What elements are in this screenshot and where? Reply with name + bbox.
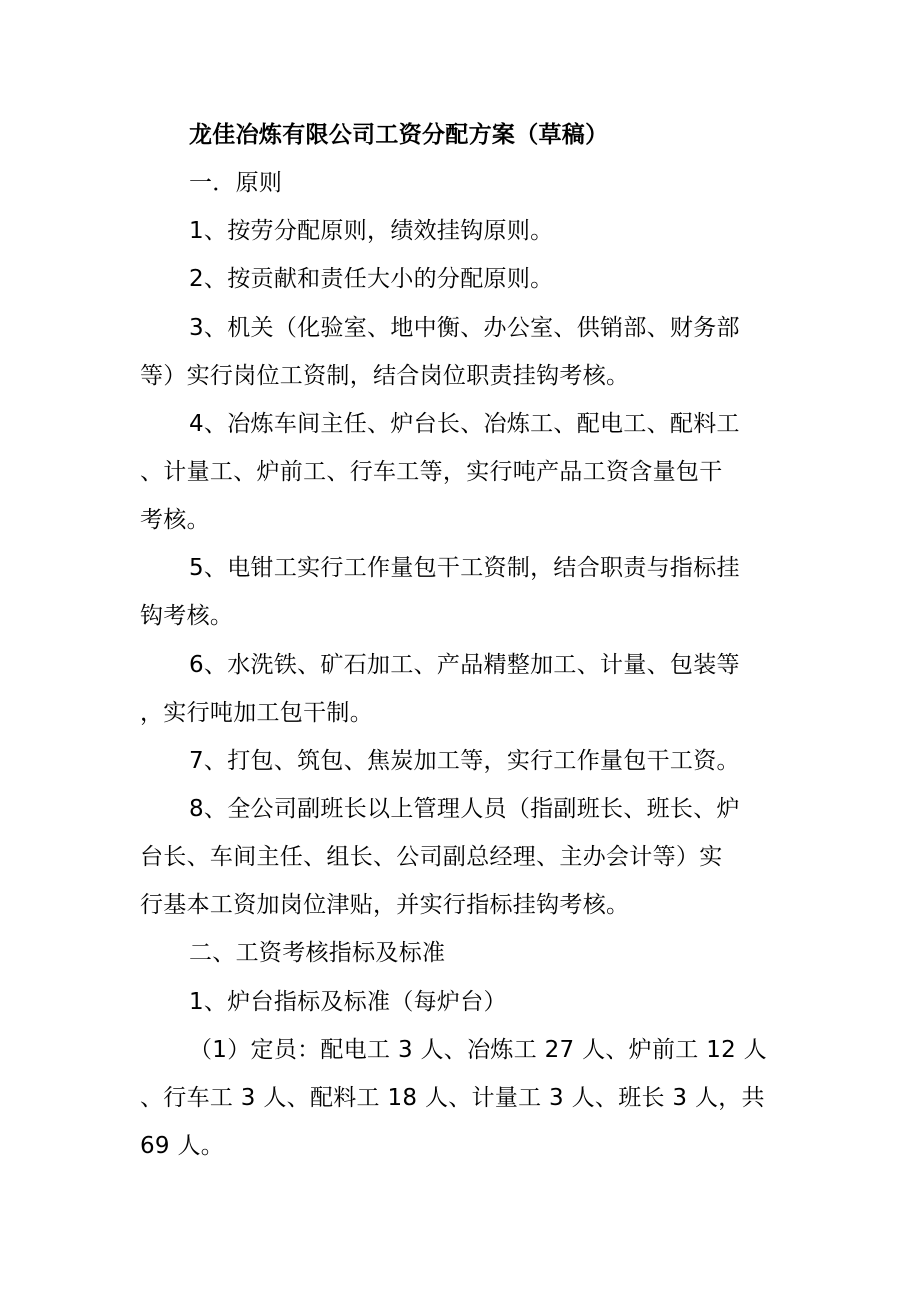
principle-item-5-line-2: 钩考核。 xyxy=(140,603,234,629)
principle-item-3-line-1: 3、机关（化验室、地中衡、办公室、供销部、财务部 xyxy=(189,315,740,341)
staffing-line-2: 、行车工 3 人、配料工 18 人、计量工 3 人、班长 3 人，共 xyxy=(140,1085,765,1111)
principle-item-4-line-3: 考核。 xyxy=(140,507,210,533)
principle-item-8-line-1: 8、全公司副班长以上管理人员（指副班长、班长、炉 xyxy=(189,796,740,822)
principle-item-1: 1、按劳分配原则，绩效挂钩原则。 xyxy=(189,218,554,244)
principle-item-8-line-3: 行基本工资加岗位津贴，并实行指标挂钩考核。 xyxy=(140,892,630,918)
principle-item-4-line-2: 、计量工、炉前工、行车工等，实行吨产品工资含量包干 xyxy=(140,459,723,485)
document-title: 龙佳冶炼有限公司工资分配方案（草稿） xyxy=(189,122,609,148)
staffing-line-1: （1）定员：配电工 3 人、冶炼工 27 人、炉前工 12 人 xyxy=(189,1037,767,1063)
subsection-heading-furnace: 1、炉台指标及标准（每炉台） xyxy=(189,989,507,1015)
principle-item-6-line-2: ，实行吨加工包干制。 xyxy=(140,700,373,726)
section-heading-indicators: 二、工资考核指标及标准 xyxy=(189,940,446,966)
staffing-line-3: 69 人。 xyxy=(140,1133,225,1159)
principle-item-4-line-1: 4、冶炼车间主任、炉台长、冶炼工、配电工、配料工 xyxy=(189,411,740,437)
section-heading-principles: 一．原则 xyxy=(189,170,283,196)
principle-item-5-line-1: 5、电钳工实行工作量包干工资制，结合职责与指标挂 xyxy=(189,555,740,581)
principle-item-3-line-2: 等）实行岗位工资制，结合岗位职责挂钩考核。 xyxy=(140,363,630,389)
principle-item-2: 2、按贡献和责任大小的分配原则。 xyxy=(189,266,554,292)
principle-item-6-line-1: 6、水洗铁、矿石加工、产品精整加工、计量、包装等 xyxy=(189,652,740,678)
principle-item-7: 7、打包、筑包、焦炭加工等，实行工作量包干工资。 xyxy=(189,748,740,774)
principle-item-8-line-2: 台长、车间主任、组长、公司副总经理、主办会计等）实 xyxy=(140,844,723,870)
